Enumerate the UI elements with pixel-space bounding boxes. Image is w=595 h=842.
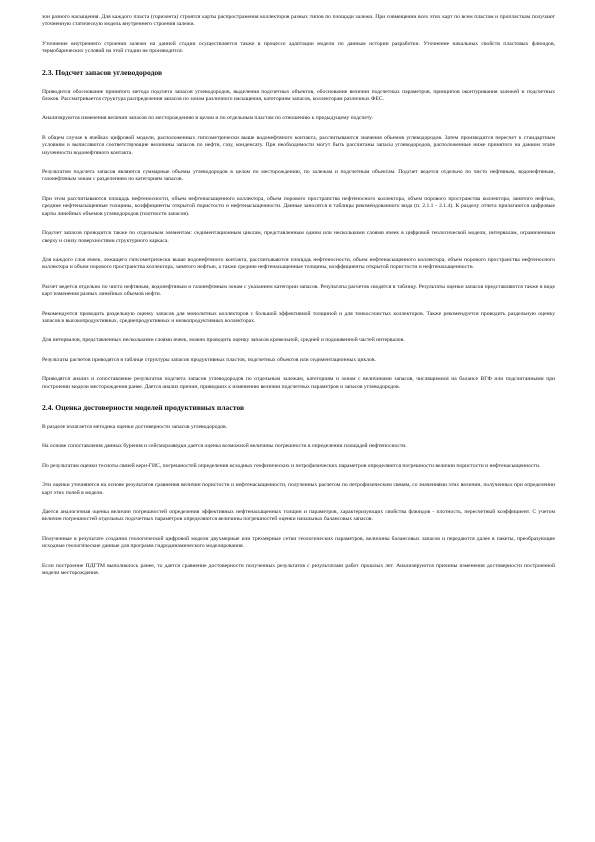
section-2-3-paragraph: Расчет ведется отдельно по чисто нефтяным, водонефтяным и газонефтяным зонам с указанием категории запасов. Результаты расчетов сводятся в таблицу. Результаты оценки запасов представляются также в виде карт изменения разных линейных объемов нефти. — [42, 283, 555, 298]
section-2-3-paragraph: При этом рассчитываются площадь нефтеносности, объем нефтенасыщенного коллектора, объем порового пространства нефтеносного коллектора, объем порового пространства коллектора, занятого нефтью, средние нефтенасыщенные толщины, коэффициенты открытой пористости и нефтенасыщенности. Данные заносятся в таблицы рекомендованного вида (п. 2.1.1 - 2.1.4). К разделу отчета прилагаются цифровые карты линейных объемов углеводородов (плотности запасов). — [42, 195, 555, 217]
section-2-4-paragraph: Если построение ПДГТМ выполнялось ранее, то дается сравнение достоверности полученных результатов с результатами работ прошлых лет. Анализируются причины изменения достоверности построенной модели месторождения. — [42, 562, 555, 577]
section-2-3-paragraph: Для интервалов, представленных несколькими слоями ячеек, можно проводить оценку запасов кровельной, средней и подошвенной частей интервалов. — [42, 337, 405, 344]
section-2-4-paragraph: Эти оценки уточняются на основе результатов сравнения величин пористости и нефтенасыщенности, полученных расчетом по петрофизическим связям, со значениями этих величин, полученных при определении карт этих полей в модели. — [42, 482, 555, 496]
section-2-3-paragraph: Для каждого слоя ячеек, лежащего гипсометрически выше водонефтяного контакта, рассчитываются площадь нефтеносности, объем нефтенасыщенного коллектора, объем порового пространства нефтеносного коллектора и объем порового пространства коллектора, занятого нефтью, а также средние нефтенасыщенные толщины, коэффициенты открытой пористости и нефтенасыщенности. — [42, 256, 555, 271]
section-2-4-paragraph: Полученные в результате создания геологической цифровой модели двухмерные или трехмерные сетки геологических параметров, величины балансовых запасов и передаются далее в пакеты, преобразующие исходные геологические данные для программ гидродинамического моделирования. — [42, 535, 555, 550]
section-2-3-paragraph: Результаты расчетов приводятся в таблице структуры запасов продуктивных пластов, подсчетных объектов или седиментационных циклов. — [42, 356, 376, 363]
section-2-3-paragraph: Результатом подсчета запасов являются суммарные объемы углеводородов в целом по месторождению, по залежам и подсчетным объектам. Подсчет ведется отдельно по чисто нефтяным, водонефтяным, газонефтяным зонам с разделением по категориям запасов. — [42, 169, 555, 183]
section-2-3-paragraph: Рекомендуется проводить раздельную оценку запасов для монолитных коллекторов с большой эффективной толщиной и для тонкослоистых коллекторов. Также рекомендуется проводить раздельную оценку запасов в высокопродуктивных, среднепродуктивных и низкопродуктивных коллекторах. — [42, 310, 555, 324]
intro-paragraph-2: Уточнение внутреннего строения залежи на данной стадии осуществляется также в процессе адаптации модели по данным истории разработки. Уточнение начальных свойств пластовых флюидов, термобарических условий на этой стадии не производится. — [42, 40, 555, 55]
section-2-4-paragraph: В разделе излагается методика оценки достоверности запасов углеводородов. — [42, 423, 228, 430]
section-2-3-paragraph: В общем случае в ячейках цифровой модели, расположенных гипсометрически выше водонефтяного контакта, рассчитываются значения объемов углеводородов. Затем производится пересчет к стандартным условиям и вычисляются соответствующие величины запасов по нефти, газу, конденсату. При необходимости могут быть рассчитаны запасы углеводородов, расположенные ниже принятого на данном этапе изученности водонефтяного контакта. — [42, 134, 555, 156]
intro-paragraph-1: зон разного насыщения. Для каждого пласта (горизонта) строятся карты распространения коллекторов разных типов по площади залежи. При совмещении всех этих карт по всем пластам и пропласткам получают уточненную статическую модель внутреннего строения залежи. — [42, 14, 555, 28]
section-2-3-paragraph: Анализируются изменения величин запасов по месторождению в целом и по отдельным пластам по отношению к предыдущему подсчету. — [42, 115, 373, 122]
section-heading-2-4: 2.4. Оценка достоверности моделей продуктивных пластов — [42, 402, 245, 412]
section-2-3-paragraph: Подсчет запасов проводится также по отдельным элементам: седиментационным циклам, представленным одним или несколькими слоями ячеек в цифровой геологической модели, интервалам, ограниченным сверху и снизу поверхностями структурного каркаса. — [42, 230, 555, 244]
section-2-3-paragraph: Приводится обоснование принятого метода подсчета запасов углеводородов, выделения подсчетных объектов, обоснование величин подсчетных параметров, принципов оконтуривания залежей и подсчетных блоков. Рассматривается структура распределения запасов по зонам различного насыщения, категориям запасов, коллекторам различных ФЕС. — [42, 88, 555, 103]
section-2-3-paragraph: Приводятся анализ и сопоставление результатов подсчета запасов углеводородов по отдельным залежам, категориям и зонам с величинами запасов, числящимися на балансе ВГФ или подсчитанными при построении модели месторождения ранее. Дается анализ причин, приведших к изменению величин подсчетных параметров и запасов углеводородов. — [42, 376, 555, 390]
section-2-4-paragraph: Дается аналогичная оценка величин погрешностей определения эффективных нефтенасыщенных толщин и параметров, характеризующих свойства флюидов - плотность, пересчетный коэффициент. С учетом величин погрешностей отдельных подсчетных параметров определяются величины погрешностей оценки начальных балансовых запасов. — [42, 509, 555, 523]
section-heading-2-3: 2.3. Подсчет запасов углеводородов — [42, 67, 163, 77]
section-2-4-paragraph: На основе сопоставления данных бурения и сейсморазведки дается оценка возможной величины погрешности в определении площадей нефтеносности. — [42, 443, 407, 450]
section-2-4-paragraph: По результатам оценки тесноты связей керн-ГИС, погрешностей определения исходных геофизических и петрофизических параметров определяются погрешности величин пористости и нефтенасыщенности. — [42, 462, 541, 469]
